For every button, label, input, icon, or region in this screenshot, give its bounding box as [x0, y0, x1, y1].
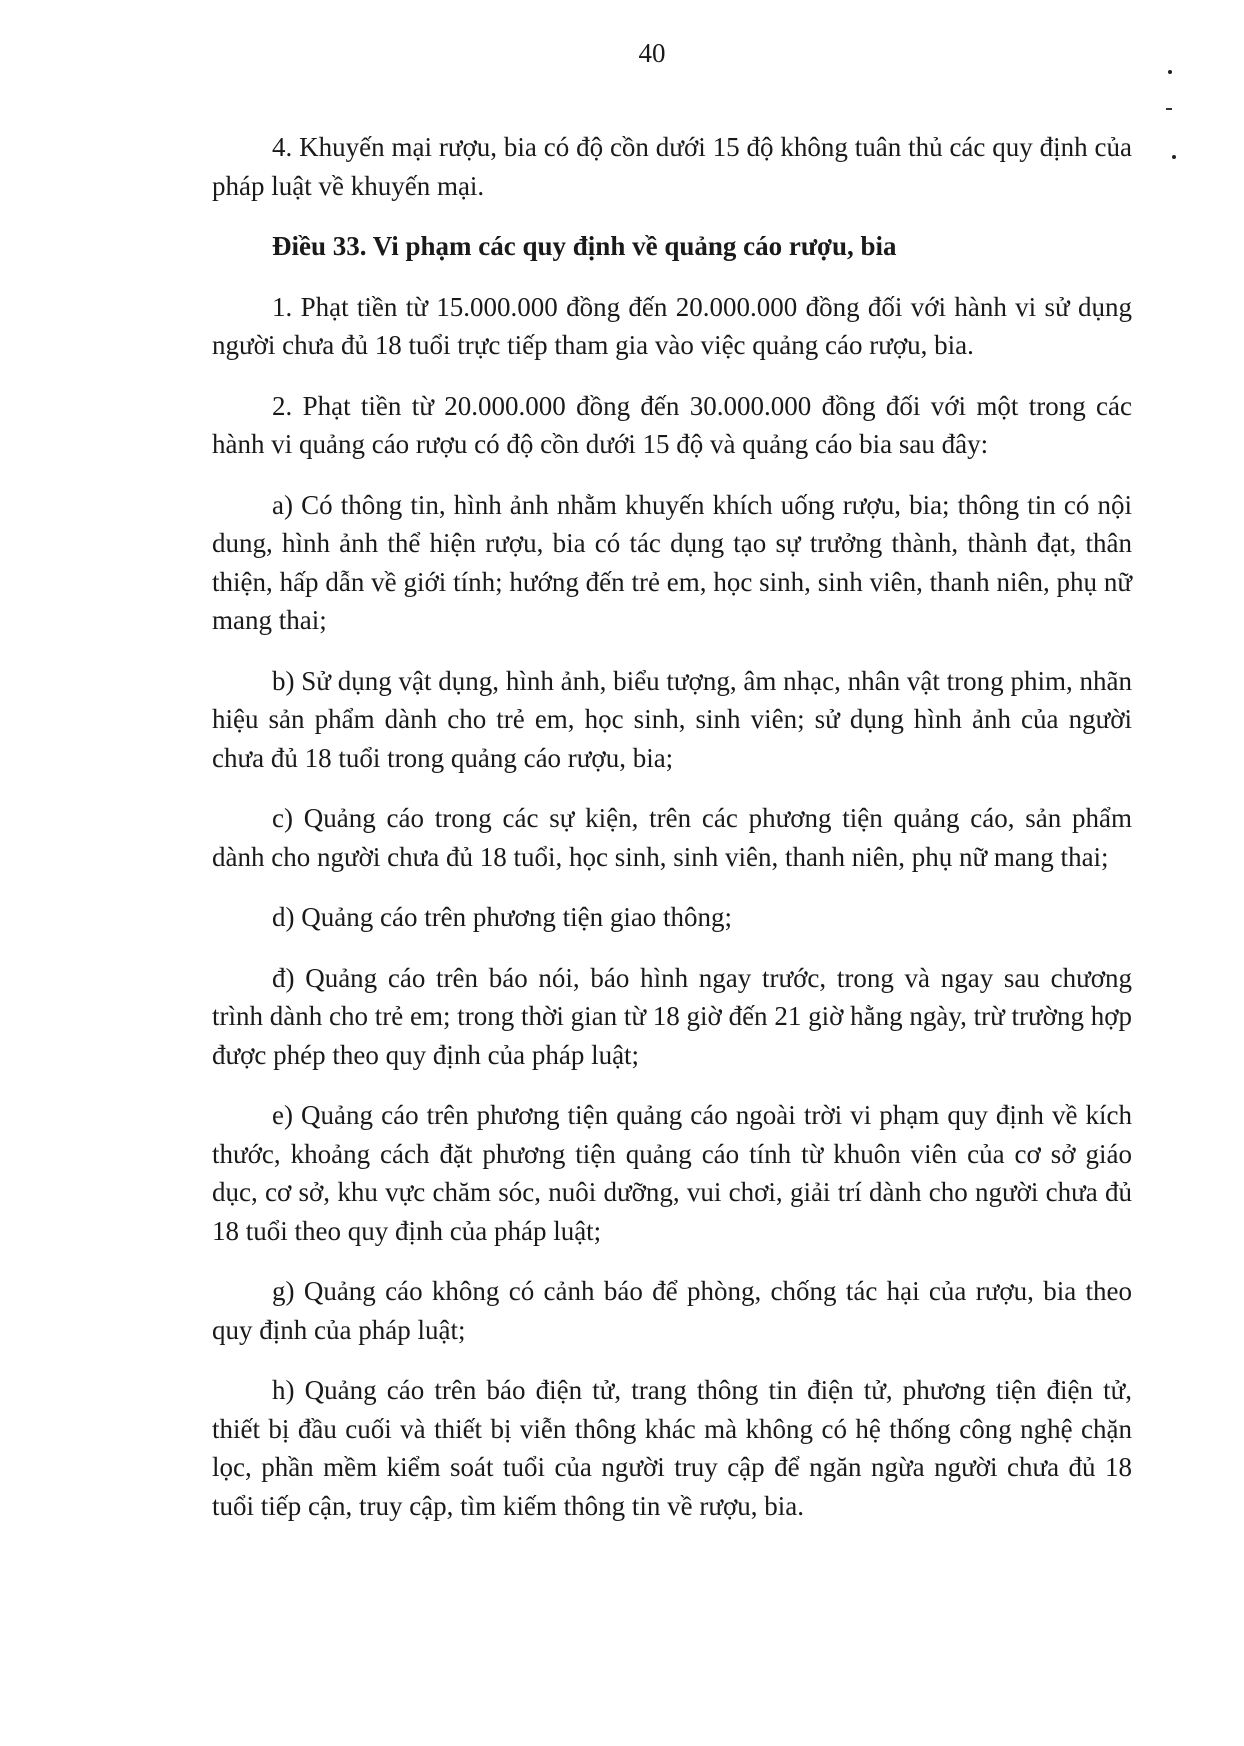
article-heading: Điều 33. Vi phạm các quy định về quảng cáo rượu, bia — [272, 231, 897, 261]
point-b: b) Sử dụng vật dụng, hình ảnh, biểu tượng, âm nhạc, nhân vật trong phim, nhãn hiệu sản phẩm dành cho trẻ em, học sinh, sinh viên; sử dụng hình ảnh của người chưa đủ 18 tuổi trong quảng cáo rượu, bia; — [212, 665, 1132, 773]
scan-speck — [1168, 70, 1172, 74]
document-body — [212, 128, 1132, 1547]
point-e: e) Quảng cáo trên phương tiện quảng cáo ngoài trời vi phạm quy định về kích thước, khoảng cách đặt phương tiện quảng cáo tính từ khuôn viên của cơ sở giáo dục, cơ sở, khu vực chăm sóc, nuôi dưỡng, vui chơi, giải trí dành cho người chưa đủ 18 tuổi theo quy định của pháp luật; — [212, 1100, 1132, 1246]
paragraph-item-4: 4. Khuyến mại rượu, bia có độ cồn dưới 15 độ không tuân thủ các quy định của pháp luật về khuyến mại. — [212, 132, 1132, 201]
point-c: c) Quảng cáo trong các sự kiện, trên các phương tiện quảng cáo, sản phẩm dành cho người chưa đủ 18 tuổi, học sinh, sinh viên, thanh niên, phụ nữ mang thai; — [212, 803, 1132, 872]
page-number: 40 — [638, 38, 666, 68]
clause-2: 2. Phạt tiền từ 20.000.000 đồng đến 30.000.000 đồng đối với một trong các hành vi quảng cáo rượu có độ cồn dưới 15 độ và quảng cáo bia sau đây: — [212, 390, 1132, 459]
clause-1: 1. Phạt tiền từ 15.000.000 đồng đến 20.000.000 đồng đối với hành vi sử dụng người chưa đủ 18 tuổi trực tiếp tham gia vào việc quảng cáo rượu, bia. — [212, 291, 1132, 360]
point-a: a) Có thông tin, hình ảnh nhằm khuyến khích uống rượu, bia; thông tin có nội dung, hình ảnh thể hiện rượu, bia có tác dụng tạo sự trưởng thành, thành đạt, thân thiện, hấp dẫn về giới tính; hướng đến trẻ em, học sinh, sinh viên, thanh niên, phụ nữ mang thai; — [212, 489, 1132, 635]
point-d: d) Quảng cáo trên phương tiện giao thông; — [272, 902, 733, 932]
point-dd: đ) Quảng cáo trên báo nói, báo hình ngay trước, trong và ngay sau chương trình dành cho trẻ em; trong thời gian từ 18 giờ đến 21 giờ hằng ngày, trừ trường hợp được phép theo quy định của pháp luật; — [212, 962, 1132, 1070]
scan-mark — [1166, 108, 1172, 110]
scan-speck — [1172, 155, 1176, 159]
point-h: h) Quảng cáo trên báo điện tử, trang thông tin điện tử, phương tiện điện tử, thiết bị đầu cuối và thiết bị viễn thông khác mà không có hệ thống công nghệ chặn lọc, phần mềm kiểm soát tuổi của người truy cập để ngăn ngừa người chưa đủ 18 tuổi tiếp cận, truy cập, tìm kiếm thông tin về rượu, bia. — [212, 1375, 1132, 1521]
point-g: g) Quảng cáo không có cảnh báo để phòng, chống tác hại của rượu, bia theo quy định của pháp luật; — [212, 1276, 1132, 1345]
